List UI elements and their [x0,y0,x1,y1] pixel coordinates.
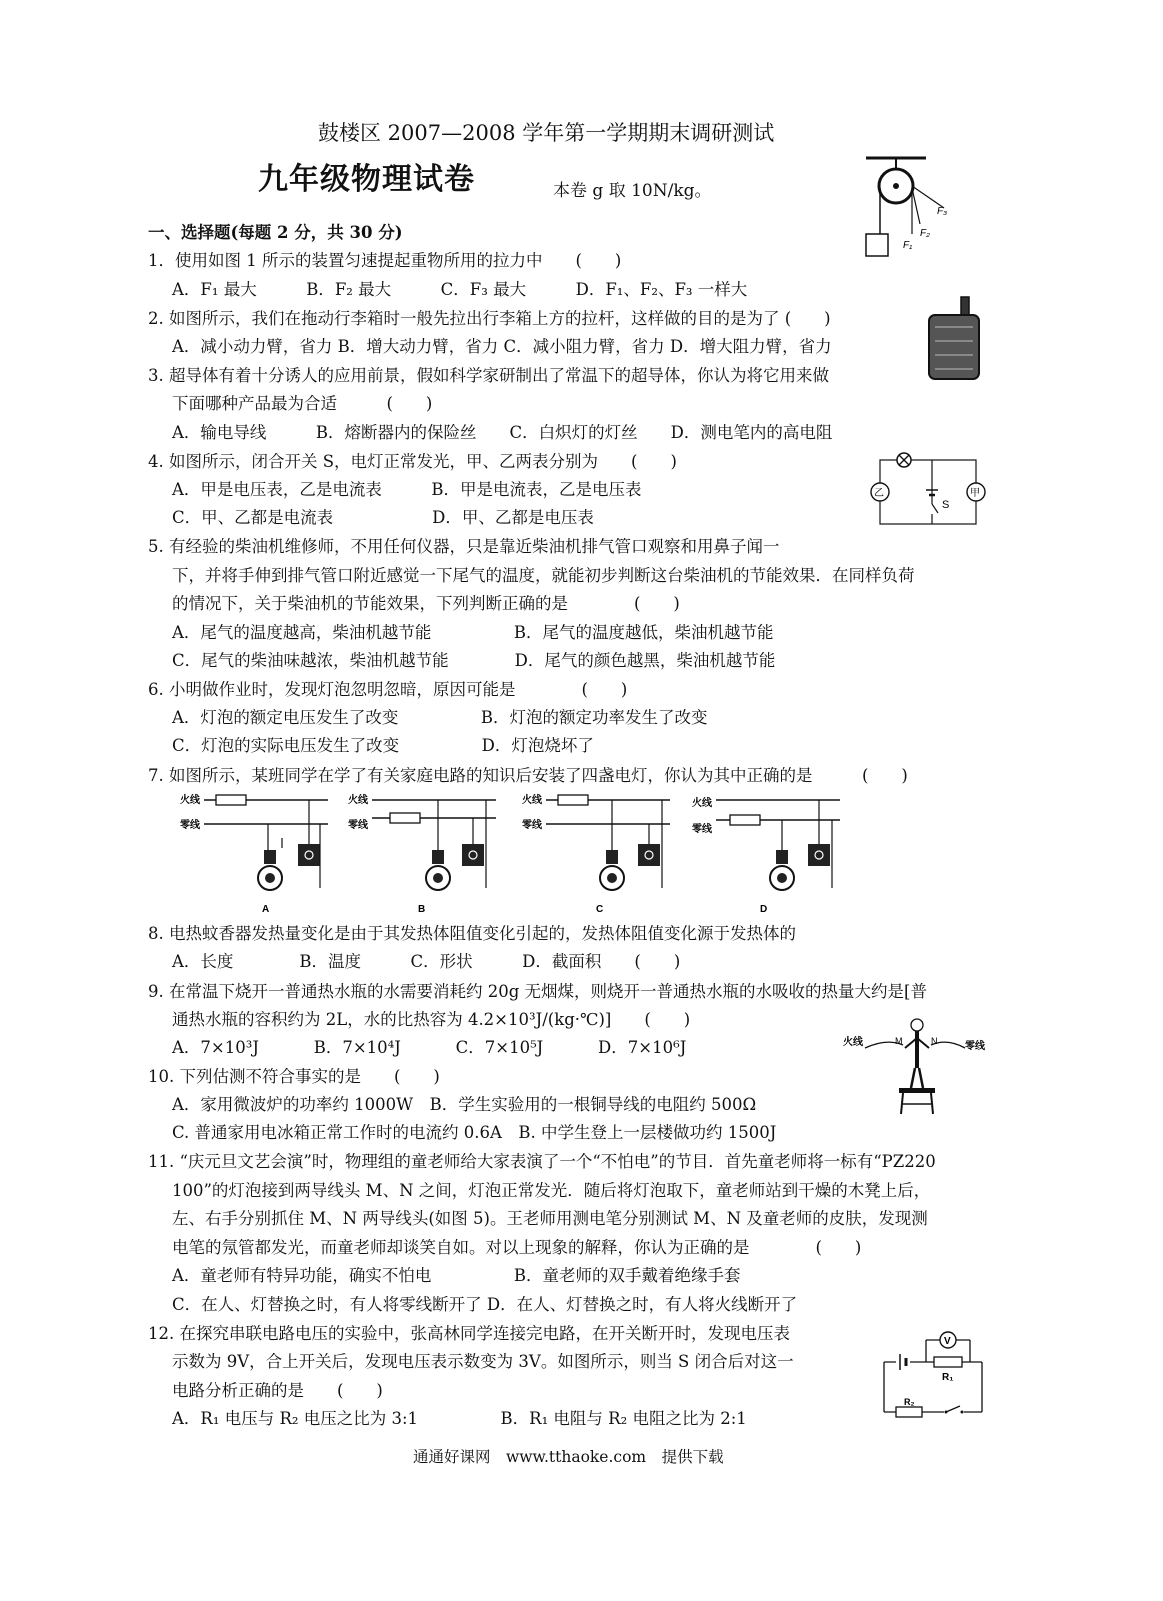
live-wire-label: 火线 [180,795,200,806]
paper-subject: 九年级物理试卷 [258,162,475,197]
circuit-q4-switch-label: S [942,499,950,511]
q12-stem-line3: 电路分析正确的是 ( ) [172,1381,383,1400]
q10-options-2: C. 普通家用电冰箱正常工作时的电流约 0.6A B. 中学生登上一层楼做功约 1500J [172,1123,777,1142]
q12-options-1: A．R₁ 电压与 R₂ 电压之比为 3:1 B．R₁ 电阻与 R₂ 电阻之比为 2:1 [172,1409,747,1428]
circuit-q12-figure [878,1330,988,1416]
pulley-figure [860,150,960,265]
q4-options-2: C．甲、乙都是电流表 D．甲、乙都是电压表 [172,508,594,527]
q1-stem: 1．使用如图 1 所示的装置匀速提起重物所用的拉力中 ( ) [148,251,622,270]
q9-stem-line1: 9. 在常温下烧开一普通热水瓶的水需要消耗约 20g 无烟煤，则烧开一普通热水瓶的水吸收的热量大约是[普 [148,982,927,1001]
q12-stem-line1: 12. 在探究串联电路电压的实验中，张高林同学连接完电路，在开关断开时，发现电压表 [148,1324,790,1343]
q7-stem: 7. 如图所示，某班同学在学了有关家庭电路的知识后安装了四盏电灯，你认为其中正确的是 ( ) [148,766,908,785]
q11-stem-line3: 左、右手分别抓住 M、N 两导线头(如图 5)。王老师用测电笔分别测试 M、N 及童老师的皮肤，发现测 [172,1209,928,1228]
q11-stem-line1: 11. “庆元旦文艺会演”时，物理组的童老师给大家表演了一个“不怕电”的节目．首先童老师将一标有“PZ220 [148,1152,936,1171]
q10-stem: 10. 下列估测不符合事实的是 ( ) [148,1067,440,1086]
q5-stem-line2: 下，并将手伸到排气管口附近感觉一下尾气的温度，就能初步判断这台柴油机的节能效果．在同样负荷 [172,566,915,585]
q10-options-1: A．家用微波炉的功率约 1000W B．学生实验用的一根铜导线的电阻约 500Ω [172,1095,757,1114]
q5-stem-line3: 的情况下，关于柴油机的节能效果，下列判断正确的是 ( ) [172,594,680,613]
q6-stem: 6. 小明做作业时，发现灯泡忽明忽暗，原因可能是 ( ) [148,680,628,699]
q9-options: A．7×10³J B．7×10⁴J C．7×10⁵J D．7×10⁶J [172,1038,687,1057]
q3-stem-line2: 下面哪种产品最为合适 ( ) [172,394,433,413]
section-heading: 一、选择题(每题 2 分，共 30 分) [148,223,403,242]
circuit-option-d [692,796,840,915]
meter-yi-label: 乙 [874,488,884,499]
q5-options-1: A．尾气的温度越高，柴油机越节能 B．尾气的温度越低，柴油机越节能 [172,623,774,642]
live-wire-label: 火线 [348,795,368,806]
q5-options-2: C．尾气的柴油味越浓，柴油机越节能 D．尾气的颜色越黑，柴油机越节能 [172,651,776,670]
circuit-q4-figure [868,452,992,532]
neutral-wire-label: 零线 [348,820,368,831]
teacher-neutral-label: 零线 [965,1041,985,1052]
q3-options: A．输电导线 B．熔断器内的保险丝 C．白炽灯的灯丝 D．测电笔内的高电阻 [172,423,833,442]
live-wire-label: 火线 [522,795,542,806]
q8-stem: 8. 电热蚊香器发热量变化是由于其发热体阻值变化引起的，发热体阻值变化源于发热体的 [148,924,796,943]
option-letter-b: B [418,904,426,915]
q11-options-2: C．在人、灯替换之时，有人将零线断开了 D．在人、灯替换之时，有人将火线断开了 [172,1295,798,1314]
option-letter-a: A [262,904,270,915]
q2-options: A．减小动力臂，省力 B．增大动力臂，省力 C．减小阻力臂，省力 D．增大阻力臂，省力 [172,337,832,356]
q3-stem-line1: 3. 超导体有着十分诱人的应用前景，假如科学家研制出了常温下的超导体，你认为将它用来做 [148,366,829,385]
q11-stem-line4: 电笔的氖管都发光，而童老师却谈笑自如。对以上现象的解释，你认为正确的是 ( ) [172,1238,862,1257]
pulley-label-f3: F₃ [937,206,948,217]
resistor-r1-label: R₁ [942,1372,954,1383]
neutral-wire-label: 零线 [692,824,712,835]
q6-options-2: C．灯泡的实际电压发生了改变 D．灯泡烧坏了 [172,736,594,755]
q1-options: A．F₁ 最大 B．F₂ 最大 C．F₃ 最大 D．F₁、F₂、F₃ 一样大 [172,280,748,299]
q8-options: A．长度 B．温度 C．形状 D．截面积 ( ) [172,952,681,971]
terminal-n-label: N [931,1036,938,1046]
household-circuits-figure [178,788,850,918]
meter-jia-label: 甲 [970,488,980,499]
q4-options-1: A．甲是电压表，乙是电流表 B．甲是电流表，乙是电压表 [172,480,642,499]
q11-options-1: A．童老师有特异功能，确实不怕电 B．童老师的双手戴着绝缘手套 [172,1266,741,1285]
exam-title: 鼓楼区 2007—2008 学年第一学期期末调研测试 [318,121,775,145]
q12-stem-line2: 示数为 9V，合上开关后，发现电压表示数变为 3V。如图所示，则当 S 闭合后对这一 [172,1352,794,1371]
voltmeter-label: V [944,1336,951,1347]
neutral-wire-label: 零线 [522,820,542,831]
pulley-label-f2: F₂ [920,228,930,239]
footer-source: 通通好课网 www.tthaoke.com 提供下载 [413,1448,724,1466]
q6-options-1: A．灯泡的额定电压发生了改变 B．灯泡的额定功率发生了改变 [172,708,708,727]
pulley-label-f1: F₁ [903,240,913,251]
q11-stem-line2: 100”的灯泡接到两导线头 M、N 之间，灯泡正常发光．随后将灯泡取下，童老师站到干燥的木凳上后， [172,1181,931,1200]
live-wire-label: 火线 [692,798,712,809]
terminal-m-label: M [895,1036,903,1046]
teacher-figure [843,1018,993,1118]
resistor-r2-label: R₂ [904,1397,915,1407]
q2-stem: 2. 如图所示，我们在拖动行李箱时一般先拉出行李箱上方的拉杆，这样做的目的是为了 ( ) [148,309,831,328]
circuit-option-b [348,793,496,915]
teacher-live-label: 火线 [843,1037,863,1048]
neutral-wire-label: 零线 [180,820,200,831]
gravity-note: 本卷 g 取 10N/kg。 [553,181,712,201]
q9-stem-line2: 通热水瓶的容积约为 2L，水的比热容为 4.2×10³J/(kg·℃)] ( ) [172,1010,691,1029]
circuit-option-c [522,793,670,915]
option-letter-d: D [760,904,768,915]
option-letter-c: C [596,904,604,915]
q4-stem: 4. 如图所示，闭合开关 S，电灯正常发光，甲、乙两表分别为 ( ) [148,452,677,471]
q5-stem-line1: 5. 有经验的柴油机维修师，不用任何仪器，只是靠近柴油机排气管口观察和用鼻子闻一 [148,537,780,556]
circuit-option-a [180,793,328,915]
suitcase-figure [925,295,985,385]
